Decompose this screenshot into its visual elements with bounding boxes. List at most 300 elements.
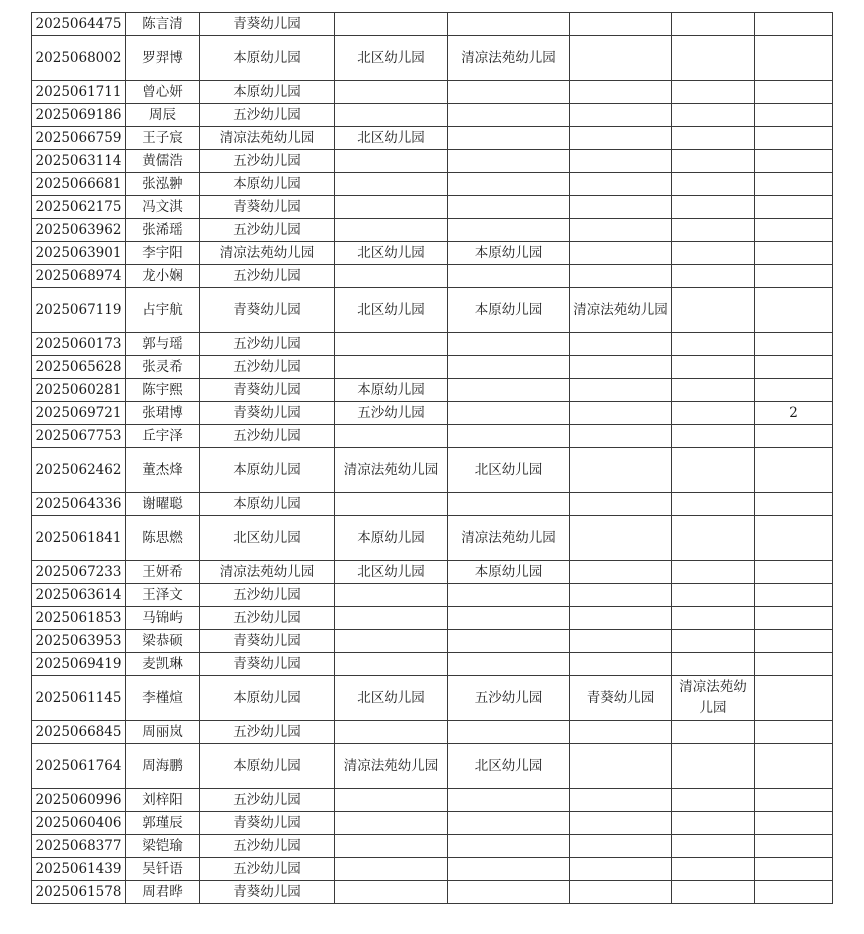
choice-2-cell	[335, 607, 448, 630]
student-id-cell: 2025060173	[32, 333, 126, 356]
choice-1-cell: 五沙幼儿园	[200, 858, 335, 881]
choice-5-cell	[672, 516, 755, 561]
choice-1-cell: 青葵幼儿园	[200, 379, 335, 402]
choice-4-cell	[570, 493, 672, 516]
student-id-cell: 2025065628	[32, 356, 126, 379]
choice-1-cell: 五沙幼儿园	[200, 835, 335, 858]
choice-5-cell	[672, 13, 755, 36]
choice-1-cell: 五沙幼儿园	[200, 721, 335, 744]
choice-2-cell	[335, 493, 448, 516]
choice-3-cell: 本原幼儿园	[448, 288, 570, 333]
student-id-cell: 2025061145	[32, 676, 126, 721]
student-name-cell: 王泽文	[126, 584, 200, 607]
table-row	[32, 13, 833, 36]
table-row	[32, 448, 833, 493]
student-name-cell: 周海鹏	[126, 744, 200, 789]
choice-3-cell	[448, 493, 570, 516]
choice-1-cell: 清凉法苑幼儿园	[200, 242, 335, 265]
choice-3-cell: 北区幼儿园	[448, 448, 570, 493]
choice-2-cell	[335, 356, 448, 379]
table-row	[32, 812, 833, 835]
choice-5-cell	[672, 653, 755, 676]
choice-2-cell	[335, 630, 448, 653]
choice-3-cell	[448, 881, 570, 904]
choice-4-cell	[570, 127, 672, 150]
student-name-cell: 梁恭硕	[126, 630, 200, 653]
student-name-cell: 梁铠瑜	[126, 835, 200, 858]
student-id-cell: 2025061439	[32, 858, 126, 881]
choice-3-cell	[448, 13, 570, 36]
choice-2-cell	[335, 584, 448, 607]
student-name-cell: 李槿煊	[126, 676, 200, 721]
student-name-cell: 罗羿博	[126, 36, 200, 81]
choice-3-cell	[448, 379, 570, 402]
note-cell	[755, 127, 833, 150]
note-cell	[755, 630, 833, 653]
note-cell	[755, 812, 833, 835]
choice-2-cell	[335, 81, 448, 104]
table-row	[32, 789, 833, 812]
choice-2-cell: 本原幼儿园	[335, 516, 448, 561]
table-row	[32, 196, 833, 219]
choice-3-cell	[448, 425, 570, 448]
table-row	[32, 173, 833, 196]
student-id-cell: 2025060406	[32, 812, 126, 835]
choice-1-cell: 青葵幼儿园	[200, 630, 335, 653]
student-name-cell: 麦凯琳	[126, 653, 200, 676]
choice-1-cell: 五沙幼儿园	[200, 150, 335, 173]
choice-5-cell	[672, 812, 755, 835]
choice-3-cell	[448, 402, 570, 425]
note-cell	[755, 789, 833, 812]
student-id-cell: 2025066681	[32, 173, 126, 196]
choice-5-cell	[672, 448, 755, 493]
choice-4-cell	[570, 379, 672, 402]
student-name-cell: 曾心妍	[126, 81, 200, 104]
choice-2-cell	[335, 653, 448, 676]
note-cell	[755, 858, 833, 881]
note-cell	[755, 881, 833, 904]
choice-5-cell	[672, 789, 755, 812]
choice-5-cell	[672, 835, 755, 858]
choice-3-cell: 北区幼儿园	[448, 744, 570, 789]
student-id-cell: 2025060281	[32, 379, 126, 402]
student-id-cell: 2025066759	[32, 127, 126, 150]
note-cell	[755, 653, 833, 676]
student-id-cell: 2025061853	[32, 607, 126, 630]
choice-1-cell: 五沙幼儿园	[200, 789, 335, 812]
table-row	[32, 333, 833, 356]
table-row	[32, 36, 833, 81]
choice-4-cell	[570, 561, 672, 584]
student-id-cell: 2025066845	[32, 721, 126, 744]
choice-5-cell	[672, 265, 755, 288]
table-row	[32, 516, 833, 561]
choice-4-cell	[570, 402, 672, 425]
choice-3-cell: 清凉法苑幼儿园	[448, 516, 570, 561]
choice-3-cell	[448, 356, 570, 379]
choice-5-cell	[672, 81, 755, 104]
student-name-cell: 陈思燃	[126, 516, 200, 561]
choice-5-cell	[672, 104, 755, 127]
student-id-cell: 2025063901	[32, 242, 126, 265]
table-body	[32, 13, 833, 904]
choice-1-cell: 青葵幼儿园	[200, 812, 335, 835]
choice-2-cell	[335, 812, 448, 835]
student-name-cell: 陈言清	[126, 13, 200, 36]
note-cell	[755, 81, 833, 104]
choice-5-cell	[672, 242, 755, 265]
choice-1-cell: 青葵幼儿园	[200, 196, 335, 219]
choice-5-cell	[672, 607, 755, 630]
student-name-cell: 董杰烽	[126, 448, 200, 493]
choice-1-cell: 清凉法苑幼儿园	[200, 561, 335, 584]
student-name-cell: 张泓翀	[126, 173, 200, 196]
choice-3-cell	[448, 104, 570, 127]
student-name-cell: 郭瑾辰	[126, 812, 200, 835]
choice-4-cell	[570, 150, 672, 173]
choice-4-cell: 清凉法苑幼儿园	[570, 288, 672, 333]
table-row	[32, 744, 833, 789]
choice-3-cell	[448, 721, 570, 744]
choice-3-cell: 五沙幼儿园	[448, 676, 570, 721]
choice-4-cell	[570, 13, 672, 36]
choice-3-cell: 清凉法苑幼儿园	[448, 36, 570, 81]
table-row	[32, 356, 833, 379]
student-id-cell: 2025060996	[32, 789, 126, 812]
choice-3-cell	[448, 835, 570, 858]
note-cell	[755, 835, 833, 858]
student-name-cell: 张珺博	[126, 402, 200, 425]
choice-3-cell	[448, 173, 570, 196]
choice-4-cell	[570, 196, 672, 219]
choice-4-cell	[570, 425, 672, 448]
table-row	[32, 265, 833, 288]
note-cell	[755, 333, 833, 356]
student-name-cell: 冯文淇	[126, 196, 200, 219]
choice-4-cell	[570, 835, 672, 858]
table-container	[31, 12, 833, 904]
choice-5-cell	[672, 493, 755, 516]
choice-4-cell	[570, 173, 672, 196]
note-cell	[755, 36, 833, 81]
table-row	[32, 676, 833, 721]
choice-5-cell	[672, 630, 755, 653]
choice-2-cell: 清凉法苑幼儿园	[335, 448, 448, 493]
note-cell	[755, 425, 833, 448]
student-id-cell: 2025068377	[32, 835, 126, 858]
note-cell	[755, 607, 833, 630]
student-name-cell: 张浠瑶	[126, 219, 200, 242]
choice-2-cell: 五沙幼儿园	[335, 402, 448, 425]
student-name-cell: 陈宇熙	[126, 379, 200, 402]
table-row	[32, 81, 833, 104]
choice-3-cell	[448, 81, 570, 104]
choice-2-cell	[335, 219, 448, 242]
student-id-cell: 2025067233	[32, 561, 126, 584]
choice-1-cell: 清凉法苑幼儿园	[200, 127, 335, 150]
table-row	[32, 425, 833, 448]
student-id-cell: 2025067119	[32, 288, 126, 333]
choice-2-cell	[335, 196, 448, 219]
choice-5-cell	[672, 584, 755, 607]
choice-2-cell: 本原幼儿园	[335, 379, 448, 402]
student-id-cell: 2025062175	[32, 196, 126, 219]
choice-5-cell	[672, 858, 755, 881]
student-id-cell: 2025063962	[32, 219, 126, 242]
note-cell	[755, 104, 833, 127]
table-row	[32, 561, 833, 584]
student-id-cell: 2025061578	[32, 881, 126, 904]
choice-4-cell	[570, 356, 672, 379]
note-cell	[755, 196, 833, 219]
student-id-cell: 2025063114	[32, 150, 126, 173]
choice-3-cell	[448, 858, 570, 881]
student-id-cell: 2025068002	[32, 36, 126, 81]
table-row	[32, 127, 833, 150]
note-cell	[755, 516, 833, 561]
student-id-cell: 2025062462	[32, 448, 126, 493]
student-id-cell: 2025069419	[32, 653, 126, 676]
choice-3-cell: 本原幼儿园	[448, 242, 570, 265]
student-name-cell: 刘梓阳	[126, 789, 200, 812]
student-id-cell: 2025061841	[32, 516, 126, 561]
choice-5-cell	[672, 288, 755, 333]
choice-2-cell	[335, 333, 448, 356]
note-cell	[755, 265, 833, 288]
note-cell	[755, 219, 833, 242]
note-cell	[755, 150, 833, 173]
note-cell	[755, 356, 833, 379]
choice-4-cell	[570, 36, 672, 81]
table-row	[32, 288, 833, 333]
choice-2-cell	[335, 721, 448, 744]
choice-3-cell	[448, 333, 570, 356]
table-row	[32, 104, 833, 127]
student-name-cell: 马锦屿	[126, 607, 200, 630]
choice-2-cell: 北区幼儿园	[335, 127, 448, 150]
choice-1-cell: 五沙幼儿园	[200, 425, 335, 448]
choice-2-cell	[335, 173, 448, 196]
choice-1-cell: 五沙幼儿园	[200, 104, 335, 127]
student-id-cell: 2025069186	[32, 104, 126, 127]
choice-4-cell: 青葵幼儿园	[570, 676, 672, 721]
choice-5-cell	[672, 402, 755, 425]
student-name-cell: 周丽岚	[126, 721, 200, 744]
choice-4-cell	[570, 630, 672, 653]
choice-4-cell	[570, 653, 672, 676]
note-cell	[755, 379, 833, 402]
student-name-cell: 李宇阳	[126, 242, 200, 265]
table-row	[32, 881, 833, 904]
choice-1-cell: 本原幼儿园	[200, 36, 335, 81]
choice-3-cell	[448, 196, 570, 219]
choice-5-cell	[672, 333, 755, 356]
choice-4-cell	[570, 219, 672, 242]
student-id-cell: 2025067753	[32, 425, 126, 448]
choice-4-cell	[570, 721, 672, 744]
table-row	[32, 607, 833, 630]
note-cell	[755, 448, 833, 493]
choice-1-cell: 五沙幼儿园	[200, 219, 335, 242]
choice-3-cell	[448, 653, 570, 676]
choice-3-cell	[448, 584, 570, 607]
choice-1-cell: 本原幼儿园	[200, 676, 335, 721]
table-row	[32, 630, 833, 653]
table-row	[32, 584, 833, 607]
student-id-cell: 2025069721	[32, 402, 126, 425]
choice-1-cell: 青葵幼儿园	[200, 13, 335, 36]
choice-1-cell: 本原幼儿园	[200, 493, 335, 516]
choice-4-cell	[570, 744, 672, 789]
choice-2-cell: 北区幼儿园	[335, 242, 448, 265]
choice-4-cell	[570, 881, 672, 904]
choice-3-cell	[448, 265, 570, 288]
choice-4-cell	[570, 242, 672, 265]
choice-2-cell	[335, 150, 448, 173]
student-name-cell: 龙小娴	[126, 265, 200, 288]
student-name-cell: 周辰	[126, 104, 200, 127]
student-name-cell: 占宇航	[126, 288, 200, 333]
choice-2-cell: 北区幼儿园	[335, 676, 448, 721]
choice-5-cell	[672, 36, 755, 81]
table-row	[32, 721, 833, 744]
student-name-cell: 吴钎语	[126, 858, 200, 881]
choice-4-cell	[570, 265, 672, 288]
table-row	[32, 493, 833, 516]
table-row	[32, 150, 833, 173]
choice-2-cell	[335, 881, 448, 904]
choice-2-cell	[335, 425, 448, 448]
choice-5-cell	[672, 173, 755, 196]
choice-1-cell: 本原幼儿园	[200, 173, 335, 196]
choice-5-cell	[672, 196, 755, 219]
note-cell	[755, 288, 833, 333]
choice-2-cell	[335, 858, 448, 881]
choice-1-cell: 五沙幼儿园	[200, 584, 335, 607]
choice-1-cell: 五沙幼儿园	[200, 356, 335, 379]
choice-3-cell	[448, 219, 570, 242]
choice-3-cell	[448, 607, 570, 630]
enrollment-table	[31, 12, 833, 904]
student-id-cell: 2025063614	[32, 584, 126, 607]
student-id-cell: 2025064336	[32, 493, 126, 516]
choice-4-cell	[570, 81, 672, 104]
student-id-cell: 2025063953	[32, 630, 126, 653]
choice-4-cell	[570, 607, 672, 630]
note-cell	[755, 721, 833, 744]
choice-3-cell	[448, 150, 570, 173]
choice-4-cell	[570, 333, 672, 356]
student-name-cell: 周君晔	[126, 881, 200, 904]
choice-2-cell	[335, 13, 448, 36]
choice-1-cell: 青葵幼儿园	[200, 288, 335, 333]
student-name-cell: 丘宇泽	[126, 425, 200, 448]
choice-1-cell: 本原幼儿园	[200, 81, 335, 104]
choice-5-cell	[672, 425, 755, 448]
choice-3-cell	[448, 127, 570, 150]
choice-5-cell	[672, 127, 755, 150]
choice-4-cell	[570, 789, 672, 812]
table-row	[32, 858, 833, 881]
student-name-cell: 王妍希	[126, 561, 200, 584]
choice-5-cell	[672, 150, 755, 173]
choice-1-cell: 本原幼儿园	[200, 448, 335, 493]
choice-2-cell: 北区幼儿园	[335, 288, 448, 333]
choice-4-cell	[570, 104, 672, 127]
choice-2-cell	[335, 789, 448, 812]
choice-2-cell	[335, 835, 448, 858]
choice-1-cell: 五沙幼儿园	[200, 607, 335, 630]
choice-1-cell: 北区幼儿园	[200, 516, 335, 561]
choice-5-cell	[672, 379, 755, 402]
choice-1-cell: 本原幼儿园	[200, 744, 335, 789]
choice-1-cell: 青葵幼儿园	[200, 881, 335, 904]
student-name-cell: 王子宸	[126, 127, 200, 150]
choice-5-cell	[672, 721, 755, 744]
choice-2-cell	[335, 265, 448, 288]
student-id-cell: 2025068974	[32, 265, 126, 288]
note-cell	[755, 676, 833, 721]
choice-4-cell	[570, 584, 672, 607]
choice-5-cell	[672, 356, 755, 379]
note-cell	[755, 561, 833, 584]
choice-3-cell	[448, 789, 570, 812]
choice-5-cell	[672, 219, 755, 242]
table-row	[32, 219, 833, 242]
student-id-cell: 2025064475	[32, 13, 126, 36]
note-cell	[755, 13, 833, 36]
note-cell	[755, 584, 833, 607]
choice-5-cell	[672, 744, 755, 789]
choice-5-cell	[672, 561, 755, 584]
choice-2-cell: 北区幼儿园	[335, 36, 448, 81]
choice-1-cell: 五沙幼儿园	[200, 333, 335, 356]
student-name-cell: 谢曜聪	[126, 493, 200, 516]
table-row	[32, 653, 833, 676]
note-cell	[755, 493, 833, 516]
choice-4-cell	[570, 516, 672, 561]
student-name-cell: 黄儒浩	[126, 150, 200, 173]
note-cell: 2	[755, 402, 833, 425]
choice-2-cell: 清凉法苑幼儿园	[335, 744, 448, 789]
table-row	[32, 379, 833, 402]
student-name-cell: 郭与瑶	[126, 333, 200, 356]
note-cell	[755, 242, 833, 265]
choice-4-cell	[570, 812, 672, 835]
choice-5-cell	[672, 881, 755, 904]
choice-5-cell: 清凉法苑幼儿园	[672, 676, 755, 721]
choice-3-cell	[448, 812, 570, 835]
choice-2-cell: 北区幼儿园	[335, 561, 448, 584]
table-row	[32, 242, 833, 265]
choice-4-cell	[570, 448, 672, 493]
choice-3-cell: 本原幼儿园	[448, 561, 570, 584]
table-row	[32, 402, 833, 425]
choice-2-cell	[335, 104, 448, 127]
choice-1-cell: 青葵幼儿园	[200, 653, 335, 676]
choice-1-cell: 青葵幼儿园	[200, 402, 335, 425]
table-row	[32, 835, 833, 858]
note-cell	[755, 744, 833, 789]
student-id-cell: 2025061764	[32, 744, 126, 789]
student-name-cell: 张灵希	[126, 356, 200, 379]
choice-4-cell	[570, 858, 672, 881]
student-id-cell: 2025061711	[32, 81, 126, 104]
note-cell	[755, 173, 833, 196]
choice-3-cell	[448, 630, 570, 653]
choice-1-cell: 五沙幼儿园	[200, 265, 335, 288]
